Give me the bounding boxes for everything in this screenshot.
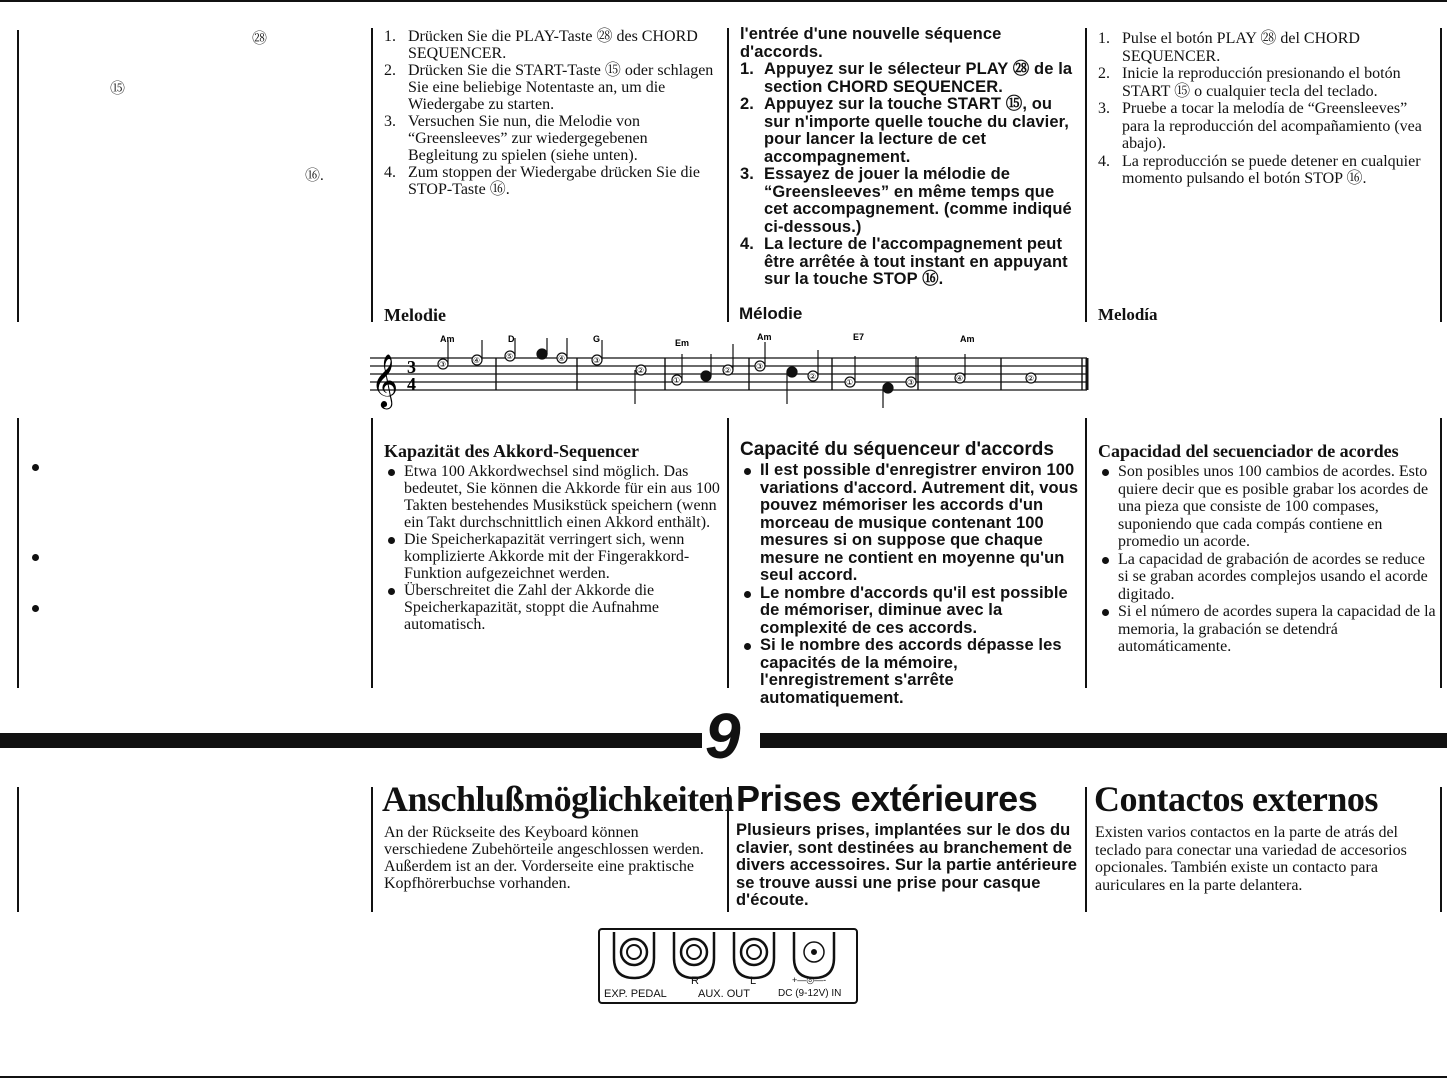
exp-pedal-label: EXP. PEDAL	[604, 988, 667, 1000]
margin-ref-28: ㉘	[252, 31, 268, 47]
margin-ref-15: ⑮	[110, 81, 126, 97]
chapter-bar-left	[0, 733, 702, 748]
es-steps	[1098, 30, 1436, 188]
fr-capacity-bullet-1: Il est possible d'enregistrer environ 100 variations d'accord. Autrement dit, vous pouvez mémoriser les accords d'un morceau de musique contenant 100 mesures si on suppose que chaque mesure ne contient en moyenne qu'un seul accord.	[740, 462, 1082, 585]
col-divider-es-bot	[1085, 787, 1087, 912]
finger-11: ①	[846, 378, 854, 387]
fr-capacity	[740, 439, 1082, 707]
chapter-number: 9	[705, 700, 741, 772]
es-capacity-title: Capacidad del secuenciador de acordes	[1098, 441, 1399, 461]
fr-intro: l'entrée d'une nouvelle séquence d'accords.	[740, 25, 1002, 61]
chord-4: Em	[675, 338, 690, 348]
fr-melody-label: Mélodie	[739, 304, 803, 323]
col-divider-de-mid	[371, 418, 373, 688]
es-section-text: Existen varios contactos en la parte de atrás del teclado para conectar una variedad de accesorios opcionales. También existe un contacto para auriculares en la parte delantera.	[1095, 824, 1407, 894]
time-sig-top: 3	[407, 357, 416, 377]
finger-14: ②	[1027, 374, 1035, 383]
aux-r-label: R	[691, 975, 699, 987]
de-section-text: An der Rückseite des Keyboard können verschiedene Zubehörteile angeschlossen werden. Außerdem ist an der. Vorderseite eine praktische Kopfhörerbuchse vorhanden.	[384, 824, 704, 892]
left-margin-rule-1	[17, 30, 19, 322]
es-step-3: 3. Pruebe a tocar la melodía de “Greensleeves” para la reproducción del acompañamiento (vea abajo).	[1098, 100, 1422, 152]
finger-7: ①	[673, 376, 681, 385]
de-capacity-title: Kapazität des Akkord-Sequencer	[384, 441, 640, 461]
chord-5: Am	[757, 332, 772, 342]
fr-capacity-title: Capacité du séquenceur d'accords	[740, 439, 1054, 460]
fr-capacity-bullet-2: Le nombre d'accords qu'il est possible de mémoriser, diminue avec la complexité de ces accords.	[740, 585, 1082, 638]
margin-ref-16: ⑯.	[305, 168, 324, 184]
de-steps	[384, 28, 720, 198]
chord-2: D	[508, 334, 515, 344]
es-step-4: 4. La reproducción se puede detener en cualquier momento pulsando el botón STOP ⑯.	[1098, 152, 1421, 187]
es-capacity-bullet-1: Son posibles unos 100 cambios de acordes. Esto quiere decir que es posible grabar los acordes de una pieza que consiste de 100 compases, suponiendo que cada compás contiene en promedio un acorde.	[1098, 463, 1436, 551]
fr-step-1: 1. Appuyez sur le sélecteur PLAY ㉘ de la section CHORD SEQUENCER.	[740, 60, 1073, 96]
es-capacity-bullet-3: Si el número de acordes supera la capacidad de la memoria, la grabación se detendrá automáticamente.	[1098, 603, 1436, 656]
col-divider-right-mid	[1440, 418, 1442, 688]
es-capacity-bullet-2: La capacidad de grabación de acordes se reduce si se graban acordes complejos usando el acorde digitado.	[1098, 551, 1436, 604]
fr-capacity-bullet-3: Si le nombre des accords dépasse les capacités de la mémoire, l'enregistrement s'arrête automatiquement.	[740, 637, 1082, 707]
dc-polarity-label: +—◎—-	[792, 975, 827, 985]
de-step-3: 3. Versuchen Sie nun, die Melodie von “Greensleeves” zur wiedergegebenen Begleitung zu spielen (siehe unten).	[384, 113, 648, 164]
finger-3: ⑤	[506, 352, 514, 361]
es-step-1: 1. Pulse el botón PLAY ㉘ del CHORD SEQUENCER.	[1098, 30, 1360, 65]
chord-3: G	[593, 334, 601, 344]
fr-step-3: 3. Essayez de jouer la mélodie de “Greensleeves” en même temps que cet accompagnement. (comme indiqué ci-dessous.)	[740, 165, 1072, 236]
de-step-4: 4. Zum stoppen der Wiedergabe drücken Sie die STOP-Taste ⑯.	[384, 164, 701, 198]
fr-step-2: 2. Appuyez sur la touche START ⑮, ou sur n'importe quelle touche du clavier, pour lancer la lecture de cet accompagnement.	[740, 95, 1069, 166]
margin-bullet-2	[32, 554, 39, 561]
margin-bullet-3	[32, 605, 39, 612]
left-margin-rule-3	[17, 787, 19, 912]
de-section-title: Anschlußmöglichkeiten	[382, 779, 734, 819]
fr-step-4: 4. La lecture de l'accompagnement peut être arrêtée à tout instant en appuyant sur la touche STOP ⑯.	[740, 235, 1068, 288]
aux-l-label: L	[750, 975, 757, 987]
col-divider-fr	[727, 28, 729, 322]
chord-6: E7	[853, 332, 865, 342]
bottom-rule	[0, 1076, 1447, 1078]
col-divider-es-mid	[1085, 418, 1087, 688]
top-rule	[0, 0, 1447, 2]
de-capacity	[384, 441, 722, 633]
finger-10: ②	[809, 372, 817, 381]
finger-1: ③	[439, 360, 447, 369]
jack-panel	[598, 928, 858, 1004]
finger-9: ③	[756, 362, 764, 371]
chapter-bar-right	[760, 733, 1447, 748]
finger-8: ②	[724, 366, 732, 375]
col-divider-es	[1085, 28, 1087, 322]
es-capacity	[1098, 441, 1436, 656]
de-capacity-bullet-3: Überschreitet die Zahl der Akkorde die Speicherkapazität, stoppt die Aufnahme automatisch.	[384, 582, 722, 633]
fr-steps	[740, 26, 1080, 289]
finger-2: ④	[473, 356, 481, 365]
aux-out-label: AUX. OUT	[698, 988, 750, 1000]
de-capacity-bullet-1: Etwa 100 Akkordwechsel sind möglich. Das bedeutet, Sie können die Akkorde für ein aus 100 Takten bestehendes Musikstück speichern (wenn ein Takt durchschnittlich einen Akkord enthält).	[384, 463, 722, 531]
finger-4: ④	[558, 354, 566, 363]
finger-6: ②	[637, 366, 645, 375]
music-staff	[365, 330, 1095, 410]
finger-12: ③	[907, 378, 915, 387]
de-step-2: 2. Drücken Sie die START-Taste ⑮ oder schlagen Sie eine beliebige Notentaste an, um die Wiedergabe zu starten.	[384, 62, 714, 113]
de-melody-label: Melodie	[384, 305, 446, 325]
de-capacity-bullet-2: Die Speicherkapazität verringert sich, wenn komplizierte Akkorde mit der Fingerakkord-Funktion aufgezeichnet werden.	[384, 531, 722, 582]
es-melody-label: Melodía	[1098, 305, 1158, 324]
chord-7: Am	[960, 334, 975, 344]
fr-section-title: Prises extérieures	[736, 778, 1038, 819]
finger-13: ④	[956, 374, 964, 383]
chord-1: Am	[440, 334, 455, 344]
es-step-2: 2. Inicie la reproducción presionando el botón START ⑮ o cualquier tecla del teclado.	[1098, 65, 1401, 100]
col-divider-de-bot	[371, 787, 373, 912]
left-margin-rule-2	[17, 418, 19, 688]
col-divider-right	[1440, 28, 1442, 322]
col-divider-right-bot	[1440, 787, 1442, 912]
margin-bullet-1	[32, 464, 39, 471]
es-section-title: Contactos externos	[1094, 779, 1378, 819]
fr-section-text: Plusieurs prises, implantées sur le dos du clavier, sont destinées au branchement de divers accessoires. Sur la partie antérieure se trouve aussi une prise pour casque d'écoute.	[736, 821, 1077, 909]
time-sig-bottom: 4	[407, 374, 416, 394]
col-divider-fr-mid	[727, 418, 729, 688]
finger-5: ③	[593, 356, 601, 365]
col-divider-de	[371, 28, 373, 322]
dc-in-label: DC (9-12V) IN	[778, 988, 842, 999]
de-step-1: 1. Drücken Sie die PLAY-Taste ㉘ des CHORD SEQUENCER.	[384, 28, 698, 62]
notes	[438, 338, 1036, 408]
treble-clef-icon: 𝄞	[371, 353, 399, 407]
